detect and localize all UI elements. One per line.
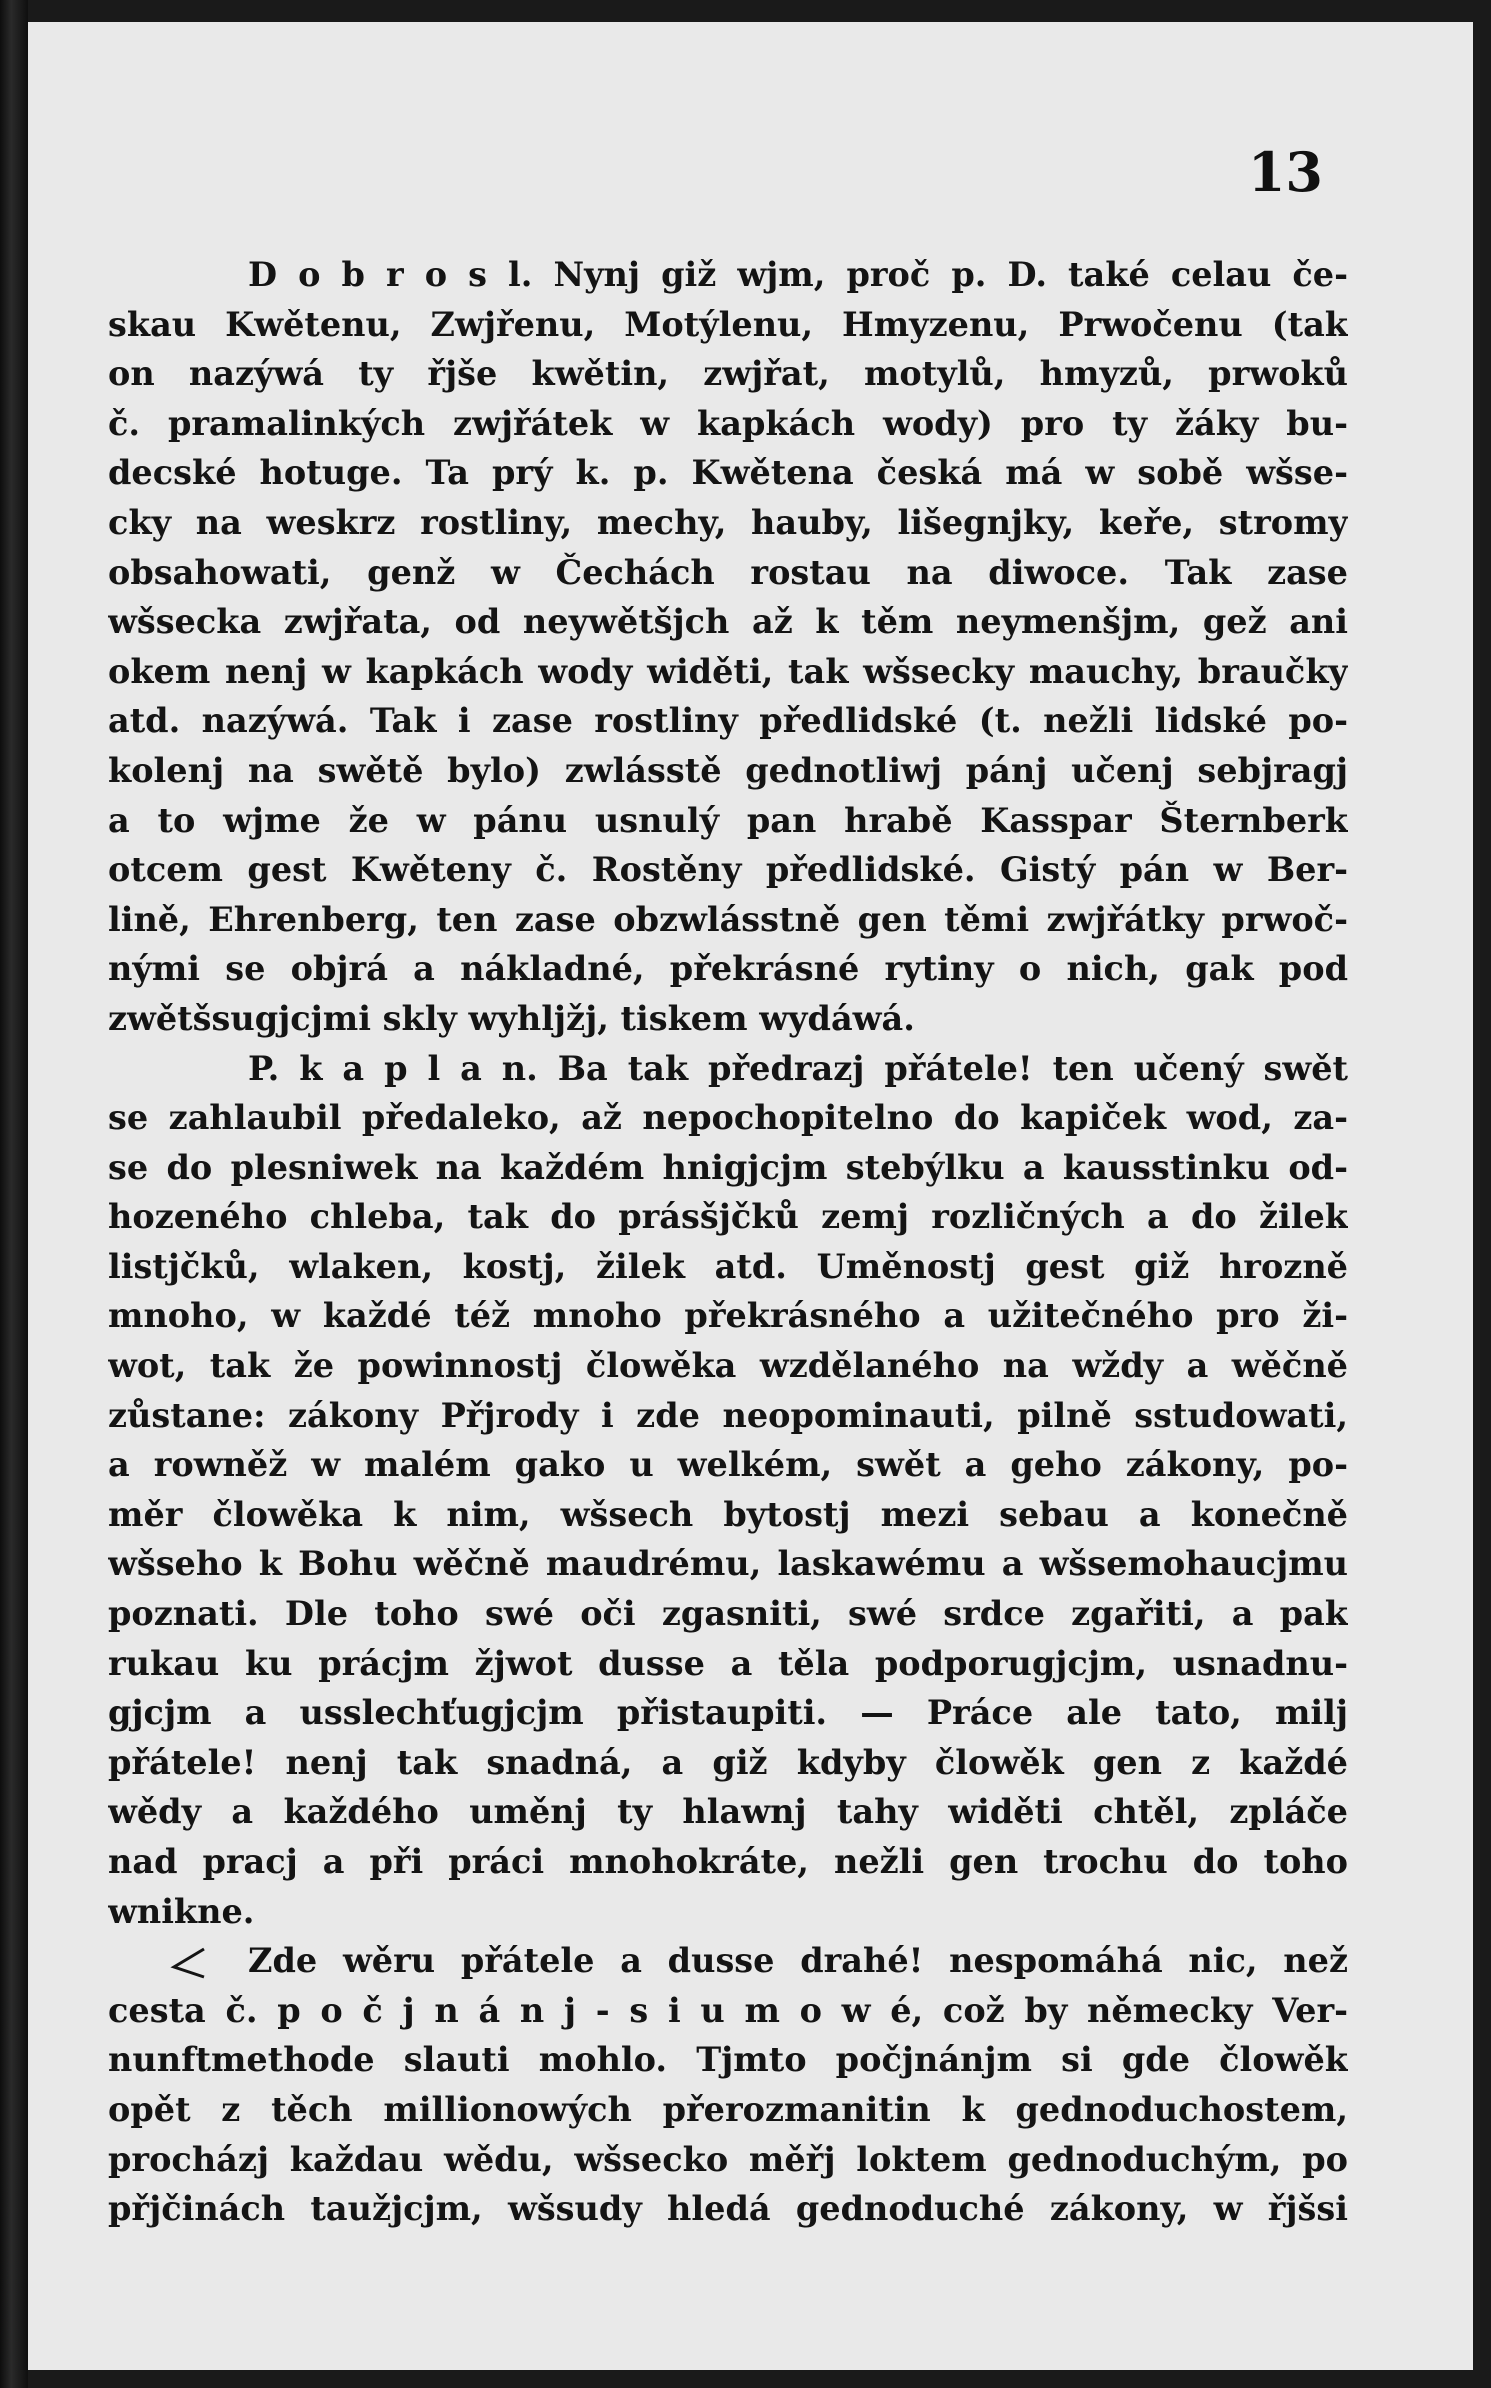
text-line: zwětšsugjcjmi skly wyhljžj, tiskem wydáwá. xyxy=(108,998,915,1038)
text-line: listjčků, wlaken, kostj, žilek atd. Uměnostj gest giž hrozně xyxy=(108,1246,1348,1286)
text-line-with-mark xyxy=(108,1936,1348,1986)
text-line: wšsecka zwjřata, od neywětšjch až k těm neymenšjm, gež ani xyxy=(108,602,1348,642)
text-line: nunftmethode slauti mohlo. Tjmto počjnánjm si gde člowěk xyxy=(108,2040,1348,2080)
text-line: procházj každau wědu, wšsecko měřj loktem gednoduchým, po xyxy=(108,2139,1348,2179)
text-line: nými se objrá a nákladné, překrásné rytiny o nich, gak pod xyxy=(108,949,1348,989)
text-line: gjcjm a usslechťugjcjm přistaupiti. — Práce ale tato, milj xyxy=(108,1693,1348,1733)
text-line: wnikne. xyxy=(108,1891,255,1931)
body-text xyxy=(108,250,1348,2234)
text-line: opět z těch millionowých přerozmanitin k gednoduchostem, xyxy=(108,2089,1348,2129)
text-line: hozeného chleba, tak do prásšjčků zemj rozličných a do žilek xyxy=(108,1197,1348,1237)
book-page xyxy=(28,22,1473,2370)
text-line: nad pracj a při práci mnohokráte, nežli gen trochu do toho xyxy=(108,1842,1348,1881)
text-line: wědy a každého uměnj ty hlawnj tahy widěti chtěl, zpláče xyxy=(108,1792,1348,1832)
text-line: decské hotuge. Ta prý k. p. Kwětena česká má w sobě wšse- xyxy=(108,453,1348,493)
text-line: a to wjme že w pánu usnulý pan hrabě Kasspar Šternberk xyxy=(108,800,1348,840)
text-line: přjčinách taužjcjm, wšsudy hledá gednoduché zákony, w řjšsi xyxy=(108,2189,1348,2229)
text-line: wot, tak že powinnostj člowěka wzdělaného na wždy a wěčně xyxy=(108,1346,1348,1386)
page-number: 13 xyxy=(1247,140,1323,204)
text-line: skau Kwětenu, Zwjřenu, Motýlenu, Hmyzenu, Prwočenu (tak xyxy=(108,304,1348,344)
text-line: poznati. Dle toho swé oči zgasniti, swé srdce zgařiti, a pak xyxy=(108,1594,1348,1634)
text-line: se do plesniwek na každém hnigjcjm stebýlku a kausstinku od- xyxy=(108,1147,1348,1187)
text-line: okem nenj w kapkách wody widěti, tak wšsecky mauchy, braučky xyxy=(108,651,1348,691)
text-line: č. pramalinkých zwjřátek w kapkách wody) pro ty žáky bu- xyxy=(108,403,1348,443)
text-line: atd. nazýwá. Tak i zase rostliny předlidské (t. nežli lidské po- xyxy=(108,701,1348,741)
text-line: měr člowěka k nim, wšsech bytostj mezi sebau a konečně xyxy=(108,1494,1348,1534)
text-line: cky na weskrz rostliny, mechy, hauby, lišegnjky, keře, stromy xyxy=(108,502,1348,542)
text-line: Zde wěru přátele a dusse drahé! nespomáhá nic, než xyxy=(248,1941,1348,1981)
text-line: lině, Ehrenberg, ten zase obzwlásstně gen těmi zwjřátky prwoč- xyxy=(108,899,1348,939)
text-line: mnoho, w každé též mnoho překrásného a užitečného pro ži- xyxy=(108,1296,1348,1336)
text-line: otcem gest Kwěteny č. Rostěny předlidské. Gistý pán w Ber- xyxy=(108,850,1348,890)
text-line: wšseho k Bohu wěčně maudrému, laskawému a wšsemohaucjmu xyxy=(108,1544,1348,1584)
text-line: rukau ku prácjm žjwot dusse a těla podporugjcjm, usnadnu- xyxy=(108,1643,1348,1683)
text-line: obsahowati, genž w Čechách rostau na diwoce. Tak zase xyxy=(108,552,1348,592)
text-line: on nazýwá ty řjše kwětin, zwjřat, motylů, hmyzů, prwoků xyxy=(108,354,1348,394)
text-line: a rowněž w malém gako u welkém, swět a geho zákony, po- xyxy=(108,1445,1348,1485)
text-line: cesta č. p o č j n á n j - s i u m o w é, což by německy Ver- xyxy=(108,1990,1348,2030)
text-line: přátele! nenj tak snadná, a giž kdyby člowěk gen z každé xyxy=(108,1742,1348,1782)
page-left-edge xyxy=(0,0,28,2388)
text-line: zůstane: zákony Přjrody i zde neopominauti, pilně sstudowati, xyxy=(108,1395,1348,1435)
text-line: se zahlaubil předaleko, až nepochopitelno do kapiček wod, za- xyxy=(108,1098,1348,1138)
angle-mark-icon xyxy=(168,1936,238,1986)
text-line: P. k a p l a n. Ba tak předrazj přátele! ten učený swět xyxy=(248,1048,1348,1088)
text-line: kolenj na swětě bylo) zwlásstě gednotliwj pánj učenj sebjragj xyxy=(108,750,1348,790)
text-line: D o b r o s l. Nynj giž wjm, proč p. D. také celau če- xyxy=(248,255,1348,294)
